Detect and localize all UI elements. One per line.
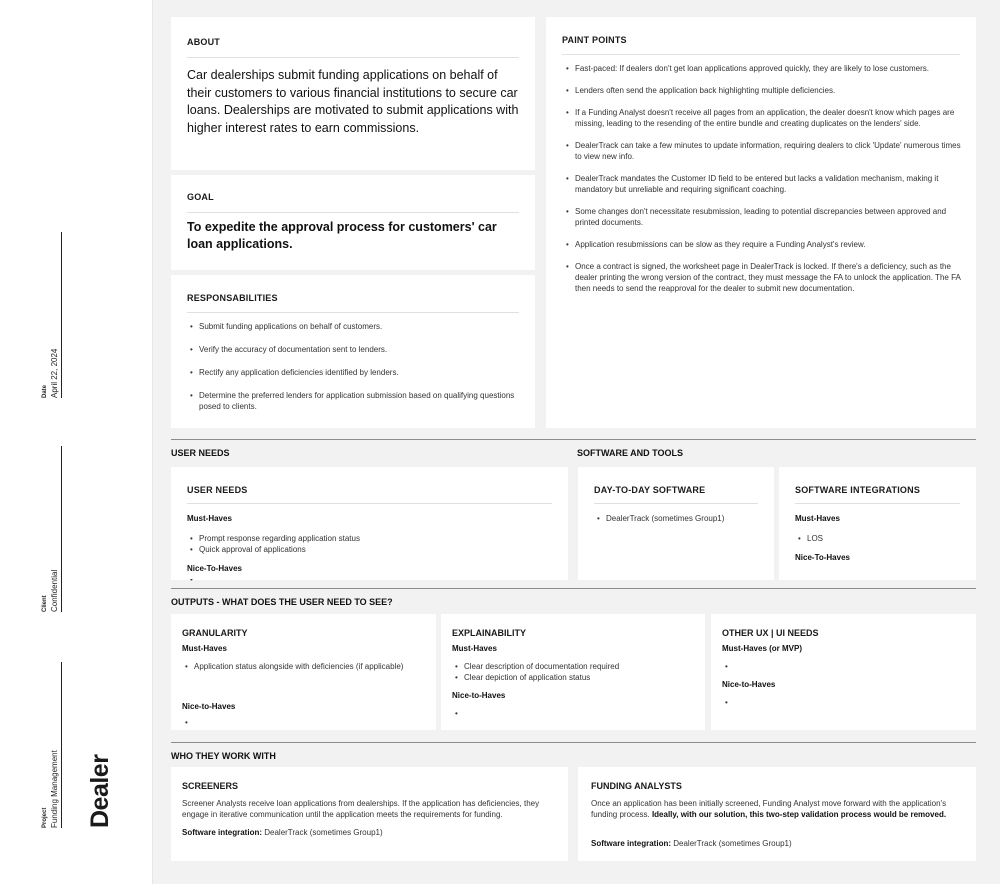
date-divider	[61, 232, 62, 398]
client-meta	[40, 570, 60, 612]
integration-label: Software integration:	[591, 839, 672, 848]
list-item: • Prompt response regarding application status	[187, 533, 547, 544]
goal-title: GOAL	[187, 192, 214, 202]
date-label: Date	[42, 384, 48, 398]
responsibilities-rule	[187, 312, 519, 313]
other-ux-card	[711, 614, 976, 730]
day-to-day-list	[594, 513, 764, 524]
screeners-integration	[182, 827, 557, 838]
about-card	[171, 17, 535, 170]
list-item: • Quick approval of applications	[187, 544, 547, 555]
list-item: • Application resubmissions can be slow as they require a Funding Analyst's review.	[563, 239, 963, 250]
nice-to-haves-label: Nice-to-Haves	[722, 680, 776, 689]
date-meta	[40, 349, 60, 398]
list-item: • Rectify any application deficiencies identified by lenders.	[187, 367, 523, 378]
integrations-rule	[795, 503, 960, 504]
goal-card	[171, 175, 535, 270]
list-item	[452, 708, 692, 719]
client-label: Client	[42, 595, 48, 612]
outputs-section-label: OUTPUTS - WHAT DOES THE USER NEED TO SEE?	[171, 597, 393, 607]
funding-analysts-body	[591, 798, 963, 820]
list-item: • If a Funding Analyst doesn't receive all pages from an application, the dealer doesn't know which pages are missing, leading to the resending of the entire bundle and creating duplicates on the lenders' side.	[563, 107, 963, 129]
client-value: Confidential	[50, 569, 59, 612]
section-divider	[171, 439, 976, 440]
funding-analysts-body-bold: Ideally, with our solution, this two-step validation process would be removed.	[651, 810, 947, 819]
granularity-card	[171, 614, 436, 730]
nice-to-haves-label: Nice-To-Haves	[795, 553, 850, 562]
nice-to-haves-list	[452, 708, 692, 719]
nice-to-haves-label: Nice-to-Haves	[452, 691, 506, 700]
list-item: • DealerTrack (sometimes Group1)	[594, 513, 764, 524]
user-needs-card	[171, 467, 568, 580]
user-needs-rule	[187, 503, 552, 504]
must-haves-label: Must-Haves	[795, 514, 840, 523]
must-haves-list	[182, 661, 412, 672]
goal-body: To expedite the approval process for customers' car loan applications.	[187, 220, 497, 251]
integration-value: DealerTrack (sometimes Group1)	[262, 828, 383, 837]
about-body: Car dealerships submit funding applications on behalf of their customers to various financial institutions to secure car loans. Dealerships are motivated to submit applications with higher interest rates to earn commissions.	[187, 68, 519, 135]
funding-analysts-card	[578, 767, 976, 861]
about-rule	[187, 57, 519, 58]
list-item: • Once a contract is signed, the worksheet page in DealerTrack is locked. If there's a deficiency, such as the dealer printing the wrong version of the contract, they must message the FA to unlock the application. The FA then needs to send the reapproval for the dealer to submit new documentation.	[563, 261, 963, 294]
day-to-day-rule	[594, 503, 758, 504]
funding-analysts-integration	[591, 838, 963, 849]
pain-points-title: PAINT POINTS	[562, 35, 627, 45]
list-item: • DealerTrack can take a few minutes to update information, requiring dealers to click 'Update' numerous times to view new info.	[563, 140, 963, 162]
list-item: • Application status alongside with deficiencies (if applicable)	[182, 661, 412, 672]
list-item	[722, 661, 962, 672]
must-haves-list	[722, 661, 962, 672]
list-item: • DealerTrack mandates the Customer ID field to be entered but lacks a validation mechanism, making it mandatory but unreliable and requiring significant coaching.	[563, 173, 963, 195]
must-haves-list	[795, 533, 965, 544]
integration-value: DealerTrack (sometimes Group1)	[671, 839, 792, 848]
list-item	[187, 579, 547, 582]
section-divider	[171, 588, 976, 589]
project-label: Project	[42, 807, 48, 828]
responsibilities-card	[171, 275, 535, 428]
pain-points-card	[546, 17, 976, 428]
sidebar	[0, 0, 153, 884]
list-item: • Submit funding applications on behalf of customers.	[187, 321, 523, 332]
project-meta	[40, 750, 60, 828]
granularity-title: GRANULARITY	[182, 628, 248, 638]
client-divider	[61, 446, 62, 612]
nice-to-haves-list	[182, 717, 412, 728]
section-divider	[171, 742, 976, 743]
goal-rule	[187, 212, 519, 213]
must-haves-list	[452, 661, 692, 683]
screeners-body: Screener Analysts receive loan applications from dealerships. If the application has deficiencies, they engage in iterative communication until the application meets the requirements for funding.	[182, 799, 540, 819]
screeners-card	[171, 767, 568, 861]
list-item: • Clear description of documentation required	[452, 661, 692, 672]
software-section-label: SOFTWARE AND TOOLS	[577, 448, 684, 458]
date-value: April 22, 2024	[50, 348, 59, 398]
explainability-title: EXPLAINABILITY	[452, 628, 527, 638]
list-item	[182, 717, 412, 728]
day-to-day-title: DAY-TO-DAY SOFTWARE	[594, 485, 706, 495]
persona-title: Dealer	[86, 754, 114, 828]
list-item: • Determine the preferred lenders for application submission based on qualifying questions posed to clients.	[187, 390, 523, 412]
list-item	[722, 697, 962, 708]
must-haves-label: Must-Haves	[187, 514, 232, 523]
list-item: • Clear depiction of application status	[452, 672, 692, 683]
work-with-section-label: WHO THEY WORK WITH	[171, 751, 276, 761]
day-to-day-card	[578, 467, 774, 580]
must-haves-list	[187, 533, 547, 555]
list-item: • Verify the accuracy of documentation sent to lenders.	[187, 344, 523, 355]
integration-label: Software integration:	[182, 828, 263, 837]
funding-analysts-title: FUNDING ANALYSTS	[591, 781, 682, 791]
nice-to-haves-list	[722, 697, 962, 708]
nice-to-haves-list	[187, 579, 547, 582]
must-haves-label: Must-Haves	[182, 644, 227, 653]
must-haves-label: Must-Haves	[452, 644, 497, 653]
nice-to-haves-label: Nice-to-Haves	[182, 702, 236, 711]
integrations-card	[779, 467, 976, 580]
funding-analysts-body-text: Once an application has been initially screened, Funding Analyst move forward with the application's funding process.	[591, 799, 947, 819]
screeners-title: SCREENERS	[182, 781, 239, 791]
user-needs-section-label: USER NEEDS	[171, 448, 230, 458]
pain-points-rule	[562, 54, 960, 55]
list-item: • Fast-paced: If dealers don't get loan applications approved quickly, they are likely to lose customers.	[563, 63, 963, 74]
list-item: • Lenders often send the application back highlighting multiple deficiencies.	[563, 85, 963, 96]
explainability-card	[441, 614, 705, 730]
other-ux-title: OTHER UX | UI NEEDS	[722, 628, 819, 638]
list-item: • Some changes don't necessitate resubmission, leading to potential discrepancies between approved and printed documents.	[563, 206, 963, 228]
list-item: • LOS	[795, 533, 965, 544]
about-title: ABOUT	[187, 37, 220, 47]
project-divider	[61, 662, 62, 828]
pain-points-list	[563, 63, 963, 294]
user-needs-title: USER NEEDS	[187, 485, 248, 495]
responsibilities-title: RESPONSABILITIES	[187, 293, 278, 303]
integrations-title: SOFTWARE INTEGRATIONS	[795, 485, 921, 495]
must-haves-label: Must-Haves (or MVP)	[722, 644, 803, 653]
nice-to-haves-label: Nice-To-Haves	[187, 564, 242, 573]
project-value: Funding Management	[50, 750, 59, 828]
responsibilities-list	[187, 321, 523, 412]
